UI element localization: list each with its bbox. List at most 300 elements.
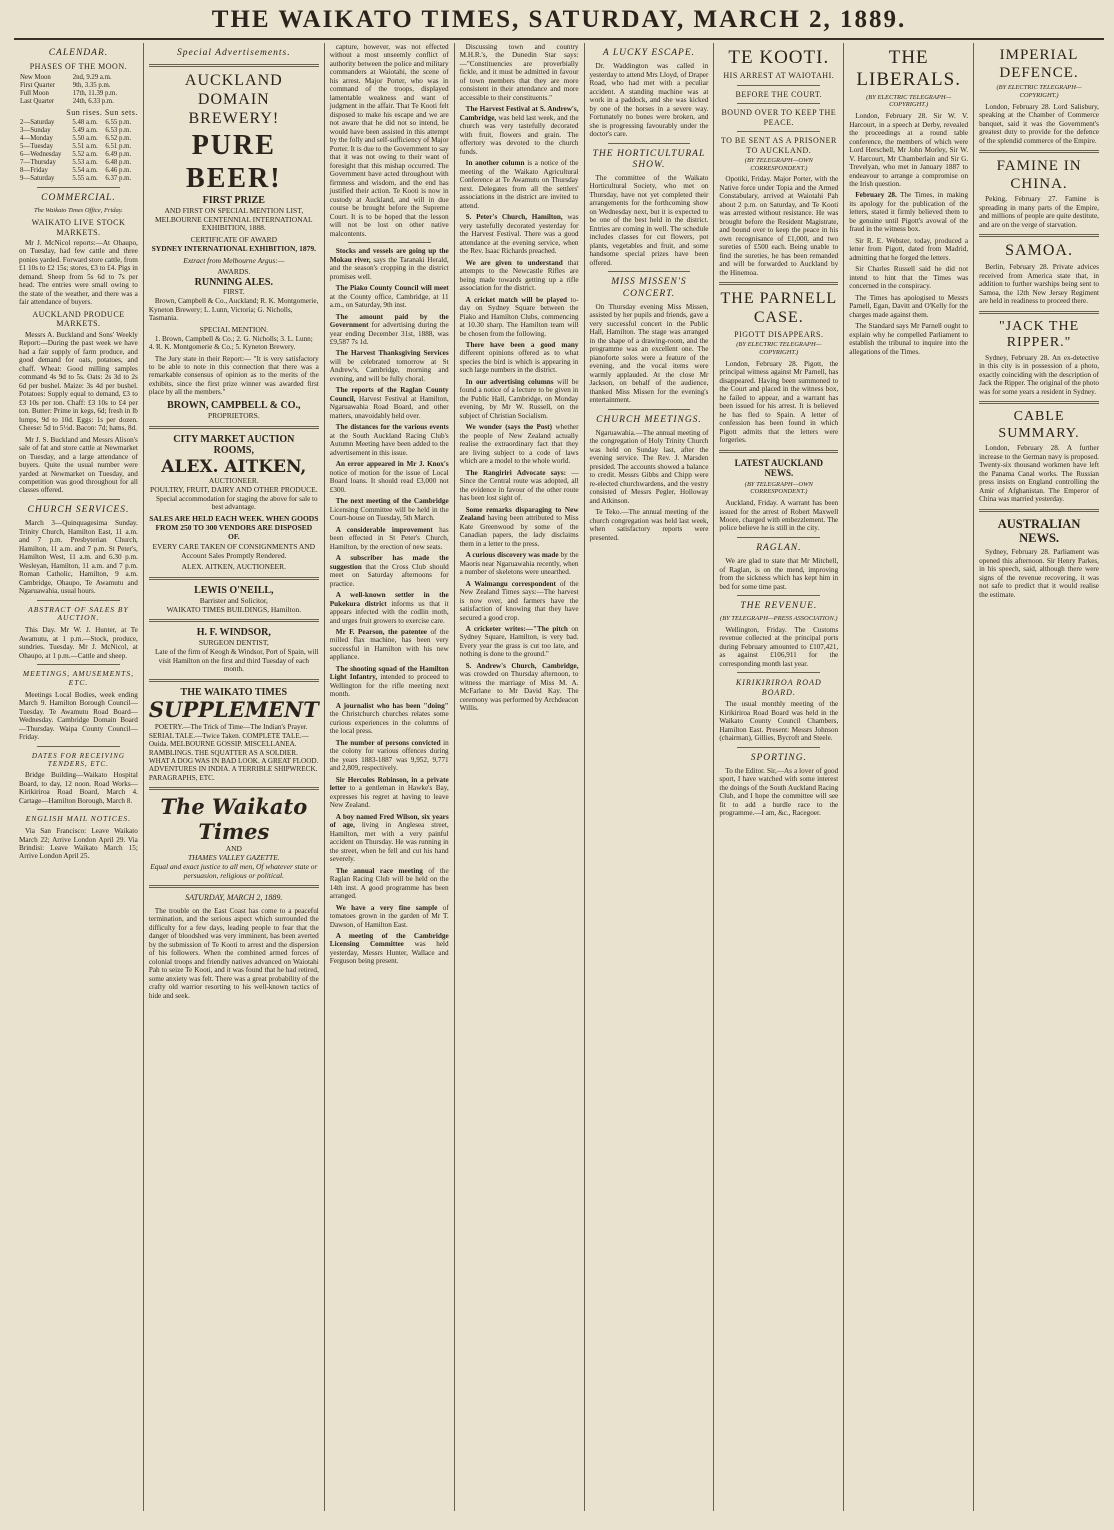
news-item (330, 526, 449, 551)
column-6 (714, 43, 844, 1511)
news-item-head: A Waimangu correspondent (465, 579, 556, 588)
tenders-text: Bridge Building—Waikato Hospital Board, to day, 12 noon. Road Works—Kirikiriroa Road Board, March 4. Cartage—Hamilton Borough, March 8. (19, 771, 138, 805)
lucky-escape-text: Dr. Waddington was called in yesterday to attend Mrs Lloyd, of Draper Road, who had met with a peculiar accident. A standing machine was at work in a paddock, and she was kicked by one of the horses in a severe way. Fortunately no bones were broken, and she is progressing favourably under the doctor's care. (589, 62, 709, 139)
horticultural-text: The committee of the Waikato Horticultural Society, who met on Thursday, have not yet completed their arrangements for the forthcoming show on Wednesday next, but it is expected to be one of the best held in the district. Entries are coming in well. The schedule includes classes for cut flowers, pot plants, vegetables and fruit, and some handsome special prizes have been offered. (589, 173, 709, 267)
motto: Equal and exact justice to all men, Of whatever state or persuasion, religious or political. (150, 861, 318, 880)
prize-text: AND FIRST ON SPECIAL MENTION LIST, MELBOURNE CENTENNIAL INTERNATIONAL EXHIBITION, 1888. (155, 205, 313, 233)
ripper-heading: "JACK THE RIPPER." (998, 318, 1080, 351)
news-item-head: The Rangiriri Advocate says: (465, 468, 566, 477)
brewery-word: BREWERY! (188, 109, 280, 127)
dentist-name: H. F. WINDSOR, (196, 627, 271, 639)
table-row (19, 127, 138, 135)
lucky-escape-heading: A LUCKY ESCAPE. (602, 48, 696, 58)
news-item-text: Licensing Committee will be held in the Court-house on Tuesday, 5th March. (329, 505, 449, 523)
running-ales: RUNNING ALES. (194, 276, 273, 288)
news-item (330, 776, 449, 810)
divider (608, 271, 691, 272)
table-row (19, 151, 138, 159)
divider (737, 537, 820, 538)
news-item (460, 213, 579, 255)
news-item-head: The Piako County Council will meet (335, 284, 449, 293)
day: 2—Saturday (20, 119, 55, 127)
news-item (330, 497, 449, 522)
first-prize: FIRST PRIZE (202, 194, 265, 206)
commercial-subheading: The Waikato Times Office, Friday. (33, 207, 123, 215)
revenue-byline: (BY TELEGRAPH—PRESS ASSOCIATION.) (720, 615, 838, 623)
news-items (849, 191, 968, 319)
news-item-head: A well-known settler in the Pukekura district (329, 591, 449, 608)
news-item-text: was held yesterday, Messrs Hunter, Wallace and Ferguson being present. (329, 940, 449, 966)
news-item (460, 625, 579, 659)
phase-name: Full Moon (20, 89, 49, 97)
news-item (330, 386, 449, 420)
sunset: 6.51 p.m. (105, 143, 132, 151)
news-item-text: to-day on Sydney Square between the Piako and Hamilton Clubs, commencing at 10.30 sharp. The Hamilton team will be chosen from the following. (459, 295, 579, 338)
divider (737, 85, 820, 86)
news-item (330, 813, 449, 864)
phase-name: New Moon (20, 73, 51, 81)
solicitor-name: LEWIS O'NEILL, (194, 584, 274, 596)
commercial-heading: COMMERCIAL. (41, 193, 116, 204)
concert-text: On Thursday evening Miss Missen, assisted by her pupils and friends, gave a very successful concert in the Public Hall, Hamilton. The stage was arranged in the shape of a drawing-room, and the programme was an excellent one. The pianoforte solos were a feature of the evening, and the vocal items were warmly applauded. At the close Mr Jackson, on behalf of the audience, thanked Miss Missen for the evening's entertainment. (589, 302, 709, 405)
dentist-text: Late of the firm of Keogh & Windsor, Port of Spain, will visit Hamilton on the first and third Tuesday of each month. (155, 648, 319, 674)
news-item-text: that the Cross Club should meet on Saturday afternoons for practice. (329, 562, 449, 588)
divider (37, 600, 120, 601)
news-items (460, 159, 579, 713)
jury-report: The Jury state in their Report:— "It is very satisfactory to be able to note in this connection that there was a remarkable consensus of opinion as to the merits of the exhibits, since the first prize winner was awarded first place by all the members." (148, 354, 319, 397)
day: 3—Sunday (20, 127, 51, 135)
sun-times-heading: Sun rises. Sun sets. (66, 107, 138, 117)
te-kooti-sub2: BEFORE THE COURT. (735, 89, 823, 99)
abstract-heading: ABSTRACT OF SALES BY AUCTION. (28, 604, 129, 623)
table-row (19, 90, 138, 98)
auctioneer-name: ALEX. AITKEN, (161, 457, 307, 478)
news-item-head: The Harvest Thanksgiving Services (335, 349, 449, 358)
news-item (330, 904, 449, 929)
cable-summary-heading: CABLE SUMMARY. (998, 409, 1080, 441)
calendar-heading: CALENDAR. (48, 48, 109, 58)
australian-news-text: Sydney, February 28. Parliament was opened this afternoon. Sir Henry Parkes, in his speech, said, although there were signs of the revenue recovering, it was not safe to predict that it would realise the estimate. (979, 548, 1099, 599)
phase-time: 24th, 6.33 p.m. (72, 97, 114, 105)
news-item-text: to a gentleman in Hawke's Bay, expresses his regret at having to leave New Zealand. (329, 784, 449, 810)
news-item-text: was crowded on Thursday afternoon, to witness the marriage of Miss M. A. McFarlane to Mr David Kay. The ceremony was performed by Archdeacon Willis. (459, 670, 579, 713)
sunset: 6.55 p.m. (105, 119, 132, 127)
sunrise: 5.52 a.m. (72, 151, 98, 159)
news-item-text: different opinions offered as to what species the bird is which is appearing in such large numbers in the district. (459, 349, 579, 375)
sydney-exhibition: SYDNEY INTERNATIONAL EXHIBITION, 1879. (151, 244, 317, 254)
news-item-head: Stocks and vessels are going up the Mokau river, (329, 247, 449, 264)
news-item (330, 702, 449, 736)
divider (979, 311, 1099, 314)
phase-time: 9th, 3.35 p.m. (72, 81, 111, 89)
table-row (19, 98, 138, 106)
editorial-text: The trouble on the East Coast has come to a peaceful termination, and the serious aspect which surrounded the difficulty for a few days, leading people to fear that the danger of bloodshed was very imminent, has been averted by the submission of Te Kooti to arrest and the dispersion of his followers. When the combined armed forces of colonial troops and friendly natives advanced on Waiotahi Pah to seize Te Kooti, and it was found that he had retired, some anxiety was felt. There was a great probability of the crafty old warrior resorting to his well-known tactics of hide and seek. (148, 906, 319, 1000)
australian-news-heading: AUSTRALIAN NEWS. (997, 516, 1081, 546)
news-item-head: The annual race meeting (335, 866, 423, 875)
solicitor-address: WAIKATO TIMES BUILDINGS, Hamilton. (166, 604, 302, 614)
paper-title: The Waikato Times (160, 794, 308, 845)
news-item-text: Harvest Festival at Hamilton, Ngaruawahia Road Board, and other matters, unavoidably held over. (329, 394, 449, 420)
revenue-text: Wellington, Friday. The Customs revenue collected at the principal ports during February amounted to £107,421, as against £106,911 for the corresponding month last year. (719, 625, 839, 668)
phase-time: 17th, 11.39 p.m. (72, 89, 118, 97)
news-item-head: An error appeared in Mr J. Knox's (335, 460, 449, 469)
news-item-head: There have been a good many (465, 340, 579, 349)
divider (608, 409, 691, 410)
sunset: 6.37 p.m. (105, 175, 132, 183)
raglan-text: We are glad to state that Mr Mitchell, of Raglan, is on the mend, improving from the sickness which has kept him in bed for some time past. (719, 557, 839, 591)
revenue-heading: THE REVENUE. (740, 601, 818, 612)
divider (149, 679, 319, 682)
divider (149, 619, 319, 622)
tenders-heading: DATES FOR RECEIVING TENDERS, ETC. (31, 751, 125, 768)
stock-markets-heading: WAIKATO LIVE STOCK MARKETS. (31, 218, 126, 237)
divider (149, 885, 319, 888)
column-8 (974, 43, 1104, 1511)
divider (737, 747, 820, 748)
samoa-text: Berlin, February 28. Private advices received from America state that, in addition to further warships being sent to Samoa, the 12th New Jersey Regiment are held in readiness to proceed there. (979, 263, 1099, 306)
kirikiriroa-heading: KIRIKIRIROA ROAD BOARD. (735, 678, 822, 697)
supplement-ad (149, 687, 319, 783)
divider (979, 234, 1099, 237)
news-item-text: has been effected in St Peter's Church, Hamilton, by the erection of new seats. (329, 525, 449, 551)
mails-text: Via San Francisco: Leave Waikato March 22; Arrive London April 29. Via Brindisi: Leave Waikato March 15; Arrive London April 25. (19, 827, 138, 861)
news-item-text: says the Taranaki Herald, and the season's cropping in the district promises well. (329, 255, 449, 281)
staging-note: Special accommodation for staging the above for sale to best advantage. (155, 494, 318, 512)
divider (37, 746, 120, 747)
news-item (460, 580, 579, 622)
imperial-defence-heading: IMPERIAL DEFENCE. (999, 47, 1079, 81)
supplement-title: THE WAIKATO TIMES (180, 686, 288, 698)
solicitor-ad (149, 585, 319, 614)
divider (149, 426, 319, 429)
news-item-head: The amount paid by the Government (329, 312, 449, 330)
divider (149, 577, 319, 580)
news-item-head: S. Andrew's Church, Cambridge, (465, 661, 579, 670)
te-kooti-heading: TE KOOTI. (728, 47, 830, 68)
church-meetings-heading: CHURCH MEETINGS. (596, 414, 702, 425)
divider (719, 282, 838, 285)
horticultural-heading: THE HORTICULTURAL SHOW. (592, 148, 706, 170)
news-item-head: A cricket match will be played (465, 295, 568, 304)
news-item (460, 662, 579, 713)
news-item-head: In our advertising columns (465, 377, 554, 386)
divider (37, 187, 120, 188)
table-row (19, 143, 138, 151)
pure-beer-headline: PURE BEER! (186, 129, 282, 194)
brown-campbell-ad (149, 400, 319, 421)
certificate-line: CERTIFICATE OF AWARD (190, 235, 278, 245)
sunrise: 5.53 a.m. (72, 159, 98, 167)
news-item-head: A cricketer writes:—"The pitch (465, 625, 568, 633)
editorial-continued: capture, however, was not effected without a most unseemly conflict of authority between the police and military commanders at Waiotahi, the scene of his arrest. Major Porter, who was in command of the troops, displayed lamentable weakness and want of judgment in the affair. That Te Kooti felt disposed to make his escape and we are not aware that he did not so intend, he would have been assisted in this attempt by the folly and self-sufficiency of Major Porter. It is due to the Government to say that it was not owing to their want of foresight that this mishap occurred. The Government have acted throughout with firmness and wisdom, and the end has justified their action. Te Kooti is now in custody at Auckland, and will in due course be brought before the Supreme Court. It is to be hoped that the lesson will not be lost on other native malcontents. (329, 43, 449, 238)
news-item-head: A journalist who has been "doing" (335, 701, 449, 710)
phase-time: 2nd, 9.29 a.m. (72, 73, 112, 81)
news-item-head: A considerable improvement (335, 525, 433, 534)
news-item (460, 506, 579, 548)
parnell-text: London, February 28. Pigott, the principal witness against Mr Parnell, has disappeared. Having been summoned to the Court and placed in the witness box, he failed to appear, and a warrant has been issued for his arrest. It is believed he has fled to Spain. A letter of confession has been found in which Pigott admits that the letters were forgeries. (719, 359, 839, 445)
moon-phases-heading: PHASES OF THE MOON. (29, 62, 128, 72)
supplement-contents: POETRY.—The Trick of Time—The Indian's Prayer. SERIAL TALE.—Twice Taken. COMPLETE TALE.—Ouida. MELBOURNE GOSSIP. MISCELLANEA. RAMBLINGS. THE SQUATTER AS A SOLDIER. WHAT A DOG WAS IN BAD LOOK. A GREAT FLOOD. ADVENTURES IN INDIA. A TERRIBLE SHIPWRECK. PARAGRAPHS, ETC. (148, 723, 319, 782)
news-item (460, 341, 579, 375)
sunset: 6.46 p.m. (105, 167, 132, 175)
sunset: 6.53 p.m. (105, 127, 132, 135)
news-item-text: —Since the Central route was adopted, all the evidence in favour of the other route has been lost sight of. (459, 468, 579, 503)
divider (737, 131, 820, 132)
news-item-text: was very tastefully decorated yesterday for the Harvest Festival. There was a good attendance at the evening service, when the Rev. Isaac Richards preached. (459, 213, 579, 256)
sunset: 6.52 p.m. (105, 135, 132, 143)
sunset: 6.49 p.m. (105, 151, 132, 159)
news-item (330, 628, 449, 662)
day: 4—Monday (20, 135, 53, 143)
auckland-news-text: Auckland, Friday. A warrant has been issued for the arrest of Robert Maxwell Moore, charged with embezzlement. The police believe he is still in the city. (719, 499, 839, 533)
auckland-news-heading: LATEST AUCKLAND NEWS. (734, 457, 824, 479)
news-item-text: will be found a notice of a lecture to be given in the Public Hall, Cambridge, on Monday evening, by Mr W. Russell, on the subject of Christian Socialism. (459, 377, 579, 420)
moon-phases-table (19, 74, 138, 106)
sporting-heading: SPORTING. (750, 752, 807, 763)
special-ads-heading: Special Advertisements. (177, 48, 291, 58)
news-item-head: February 28. (855, 191, 897, 200)
te-teko-text: Te Teko.—The annual meeting of the church congregation was held last week, when satisfactory reports were presented. (589, 508, 709, 542)
famine-heading: FAMINE IN CHINA. (996, 158, 1082, 192)
produce-markets-heading: AUCKLAND PRODUCE MARKETS. (32, 309, 125, 329)
auctioneer-role: AUCTIONEER. (208, 476, 259, 486)
ripper-text: Sydney, February 28. An ex-detective in this city is in possession of a photo, exactly coinciding with the description of Jack the Ripper. The original of the photo was for some years a resident in Sydney. (979, 353, 1099, 396)
day: 6—Wednesday (20, 151, 62, 159)
table-row (19, 175, 138, 183)
table-row (19, 167, 138, 175)
abstract-text: This Day. Mr W. J. Hunter, at Te Awamutu, at 1 p.m.—Stock, produce, sundries. Tuesday. Mr J. McNicol, at Ohaupo, at 1 p.m.—Cattle and sheep. (19, 626, 138, 660)
meetings-text: Meetings Local Bodies, week ending March 9. Hamilton Borough Council—Tuesday. Te Awamutu Road Board—Wednesday. Cambridge Domain Board—Thursday. Waipa County Council—Friday. (19, 690, 138, 742)
news-item-head: In another column (465, 159, 525, 168)
news-item (460, 259, 579, 293)
news-item (330, 423, 449, 457)
news-items (330, 247, 449, 966)
news-item-text: notice of motion for the issue of Local Board loans. It should read £3,000 not £300. (329, 468, 449, 494)
news-item (330, 932, 449, 966)
extract-line: Extract from Melbourne Argus:— (183, 255, 285, 265)
supplement-word: SUPPLEMENT (148, 697, 319, 723)
care-line: EVERY CARE TAKEN OF CONSIGNMENTS AND Account Sales Promptly Rendered. (152, 542, 316, 561)
auction-rooms-ad (149, 434, 319, 572)
divider (37, 809, 120, 810)
table-row (19, 159, 138, 167)
news-item-head: The reports of the Raglan County Council, (329, 386, 449, 403)
news-item (460, 296, 579, 338)
church-meetings-text: Ngaruawahia.—The annual meeting of the congregation of Holy Trinity Church was held on Sunday last, after the evening service. The Rev. J. Marsden presided. The accounts showed a balance to credit. Messrs Gibbs and Chipp were re-elected churchwardens, and the vestry consisted of Messrs Pegler, Holloway and Atkinson. (589, 428, 709, 505)
news-item-text: having been attributed to Miss Kate Greenwood by some of the Canadian papers, the lady disclaims them in a letter to the press. (459, 514, 579, 548)
news-item-text: that attempts to the Newcastle Rifles are being made towards getting up a rifle association for the district. (459, 258, 579, 293)
and-word: AND (225, 843, 242, 853)
church-services-text: March 3—Quinquagesima Sunday. Trinity Church, Hamilton East, 11 a.m. and 7 p.m. Presbyterian Church, Hamilton, 11 a.m. and 7 p.m. St Peter's, Hamilton West, 11 a.m. and 6.30 p.m. Wesleyan, Hamilton, 11 a.m. and 7 p.m. Roman Catholic, Hamilton, 9 a.m. Cambridge, Ohaupo, Te Awamutu and Ngaruawahia, usual hours. (19, 519, 138, 596)
column-4 (455, 43, 585, 1511)
sunrise: 5.51 a.m. (72, 143, 98, 151)
news-item-text: will be celebrated tomorrow at St Andrew's, Cambridge, morning and evening, and will be fully choral. (329, 357, 449, 383)
liberals-heading: THE LIBERALS. (856, 47, 961, 91)
stock-markets-text: Mr J. McNicol reports:—At Ohaupo, on Tuesday, had few cattle and three ponies yarded. Forward store cattle, from £1 10s to £2 15s; stores, £3 to £4. Pigs in demand. Sheep from 5s 6d to 7s per head. The entries were small owing to the state of the weather, and there was a fair attendance of buyers. (19, 239, 138, 307)
column-2 (144, 43, 325, 1511)
solicitor-role: Barrister and Solicitor, (199, 595, 268, 605)
phase-name: Last Quarter (20, 97, 55, 105)
divider (37, 664, 120, 665)
liberals-byline: (BY ELECTRIC TELEGRAPH—COPYRIGHT.) (866, 93, 952, 109)
harvest-item (460, 105, 579, 156)
harvest-head: The Harvest Festival at S. Andrew's, Cambridge, (459, 105, 579, 122)
news-item-text: of the milled flax machine, has been very successful in Hamilton with his new appliance. (329, 628, 449, 662)
divider (348, 242, 431, 243)
news-item-text: whether the people of New Zealand actually realise the extraordinary fact that they are living subject to a code of laws which are a model to the whole world. (459, 423, 579, 466)
divider (737, 672, 820, 673)
divider (979, 401, 1099, 404)
news-item (460, 423, 579, 465)
sunrise: 5.49 a.m. (72, 127, 98, 135)
wool-text: Mr J. S. Buckland and Messrs Alison's sale of fat and store cattle at Newmarket on Tuesday, and a large attendance of buyers. Quite the usual number were yarded at Newmarket on Tuesday, and competition was good throughout for all classes offered. (19, 435, 138, 495)
proprietors-label: PROPRIETORS. (207, 410, 260, 420)
table-row (19, 119, 138, 127)
table-row (19, 82, 138, 90)
sunrise: 5.55 a.m. (72, 175, 98, 183)
news-item-head: A meeting of the Cambridge Licensing Committee (329, 931, 449, 949)
day: 5—Tuesday (20, 143, 53, 151)
dentist-role: SURGEON DENTIST, (198, 638, 269, 648)
table-row (19, 135, 138, 143)
masthead: THE WAIKATO TIMES, SATURDAY, MARCH 2, 1889. (14, 6, 1104, 40)
news-item-head: A boy named Fred Wilson, six years of age, (329, 812, 449, 830)
editorial-date: SATURDAY, MARCH 2, 1889. (185, 893, 283, 903)
news-item-head: Some remarks disparaging to New Zealand (459, 505, 579, 523)
news-item (330, 247, 449, 281)
sun-times-table (19, 119, 138, 183)
table-row (19, 74, 138, 82)
news-item-text: by the Maoris near Ngaruawahia recently, when a number of skeletons were unearthed. (459, 551, 579, 577)
famine-text: Peking, February 27. Famine is spreading in many parts of the Empire, and millions of people are quite destitute, and are on the verge of starvation. (979, 195, 1099, 229)
news-item-text: at the South Auckland Racing Club's Autumn Meeting have been added to the advertisement in this issue. (329, 431, 449, 457)
standard-text: The Standard says Mr Parnell ought to explain why he compelled Parliament to establish the tribunal to inquire into the allegations of the Times. (849, 322, 969, 356)
news-item (849, 237, 968, 262)
news-item-text: The Times has apologised to Messrs Parnell, Egan, Davitt and O'Kelly for the charges made against them. (849, 293, 969, 319)
brown-campbell-name: BROWN, CAMPBELL & CO., (167, 399, 301, 411)
column-7 (844, 43, 974, 1511)
parnell-sub: PIGOTT DISAPPEARS. (734, 329, 824, 339)
divider (737, 103, 820, 104)
awards-label: AWARDS. (217, 266, 251, 276)
divider (737, 595, 820, 596)
gazette-title: THAMES VALLEY GAZETTE. (187, 852, 280, 862)
news-item-text: intended to proceed to Wellington for the rifle meeting next month. (329, 673, 449, 699)
news-item-text: at the County office, Cambridge, at 11 a.m., on Saturday, 9th inst. (329, 292, 449, 310)
news-item (849, 265, 968, 290)
sporting-text: To the Editor. Sir,—As a lover of good sport, I have watched with some interest the doings of the South Auckland Racing Club, and I hope the committee will see fit to add a hurdle race to the programme.—I am, &c., Racegoer. (719, 766, 839, 818)
news-item-head: The distances for the various events (335, 423, 449, 432)
news-item (330, 665, 449, 699)
first-list: Brown, Campbell & Co., Auckland; R. K. Montgomerie, Kyneton Brewery; L. Lunn, Victoria; G. Nicholls, Tasmania. (148, 297, 319, 323)
divider (979, 150, 1099, 153)
concert-heading: MISS MISSEN'S CONCERT. (611, 277, 687, 299)
news-item (460, 159, 579, 210)
sales-weekly: SALES ARE HELD EACH WEEK. WHEN GOODS FROM 250 TO 300 VENDORS ARE DISPOSED OF. (149, 513, 319, 541)
news-item (330, 739, 449, 773)
divider (37, 499, 120, 500)
special-mention-label: SPECIAL MENTION. (199, 324, 269, 334)
day: 9—Saturday (20, 175, 55, 183)
imperial-byline: (BY ELECTRIC TELEGRAPH—COPYRIGHT.) (996, 84, 1082, 100)
news-item-text: of tomatoes grown in the garden of Mr T. Dawson, of Hamilton East. (329, 903, 449, 929)
news-item-text: living in Anglesea street, Hamilton, met with a very painful accident on Thursday. He was running in the street, when he fell and cut his hand severely. (329, 821, 449, 864)
news-item-head: A curious discovery was made (465, 551, 559, 560)
day: 8—Friday (20, 167, 48, 175)
special-mention-list: 1. Brown, Campbell & Co.; 2. G. Nicholls; 3. L. Lunn; 4. R. K. Montgomerie & Co.; 5. Kyneton Brewery. (148, 334, 313, 352)
cable-summary-text: London, February 28. A further increase to the German navy is proposed. Twenty-six thousand workmen have left the Panama Canal works. The Russian press insists on England controlling the Amir of Afghanistan. The Emperor of China was married yesterday. (979, 444, 1099, 504)
divider (149, 64, 319, 67)
liberals-text: London, February 28. Sir W. V. Harcourt, in a speech at Derby, revealed the proceedings at a round table conference, the members of which were Lord Herschell, Mr John Morley, Sir W. V. Harcourt, Mr Chamberlain and Sir G. Trevelyan, who met in January 1887 to endeavour to arrange a compromise on the Irish question. (849, 112, 969, 188)
te-kooti-byline: (BY TELEGRAPH—OWN CORRESPONDENT.) (744, 157, 813, 172)
first-label: FIRST. (222, 287, 245, 297)
sunrise: 5.48 a.m. (72, 119, 98, 127)
harvest-text: was held last week, and the church was very tastefully decorated with fruit, flowers and grain. The offertory was devoted to the church funds. (459, 113, 579, 156)
discussion-text: Discussing town and country M.H.R.'s, the Dunedin Star says:—"Constituencies are proverbially fickle, and it must be admitted in favour of town members that they are more consistent in their attendance and more accessible to their constituents." (459, 43, 579, 102)
news-item-text: for advertising during the year ending December 31st, 1888, was £9,587 7s 1d. (329, 321, 449, 346)
sunset: 6.48 p.m. (105, 159, 132, 167)
news-item (460, 378, 579, 420)
news-item-text: in the colony for various offences during the years 1883-1887 was 9,952, 9,771 and 2,809, respectively. (329, 738, 449, 773)
news-item-text: informs us that it appears infected with the codlin moth, and urges fruit growers to exercise care. (329, 599, 449, 625)
produce-line: POULTRY, FRUIT, DAIRY AND OTHER PRODUCE. (150, 485, 318, 495)
news-item-text: the Christchurch churches relates some curious experiences in the columns of the local press. (329, 710, 449, 736)
te-kooti-sub1: HIS ARREST AT WAIOTAHI. (723, 71, 835, 81)
phase-name: First Quarter (20, 81, 55, 89)
news-item-head: Mr F. Pearson, the patentee (335, 628, 427, 636)
kirikiriroa-text: The usual monthly meeting of the Kirikiriroa Road Board was held in the Waikato County Council Chambers, Hamilton East. Present: Messrs Johnson (chairman), Gillies, Bycroft and Steele. (719, 700, 839, 743)
news-item-text: on Sydney Square, Hamilton, is very bad. Every year the grass is cut too late, and nothing is done to the ground." (459, 625, 579, 659)
parnell-byline: (BY ELECTRIC TELEGRAPH—COPYRIGHT.) (736, 341, 822, 356)
news-item-text: of the Raglan Racing Club will be held on the 14th inst. A good programme has been arranged. (329, 866, 449, 901)
mails-heading: ENGLISH MAIL NOTICES. (25, 814, 132, 824)
masthead-small (149, 795, 319, 880)
news-item-head: The next meeting of the Cambridge (335, 497, 449, 506)
news-item-text: Sir Charles Russell said he did not intend to hint that the Times was concerned in the conspiracy. (849, 265, 969, 291)
divider (719, 450, 838, 453)
news-item (330, 349, 449, 383)
news-item (849, 294, 968, 319)
imperial-text: London, February 28. Lord Salisbury, speaking at the Chamber of Commerce banquet, said it was the Government's greatest duty to provide for the defence of the splendid commerce of the Empire. (979, 102, 1099, 145)
news-item (330, 867, 449, 901)
parnell-heading: THE PARNELL CASE. (720, 290, 838, 327)
auckland-news-byline: (BY TELEGRAPH—OWN CORRESPONDENT.) (744, 480, 813, 496)
news-item (330, 460, 449, 494)
dentist-ad (149, 627, 319, 673)
brewery-ad (149, 72, 319, 397)
news-item (849, 191, 968, 233)
news-item-head: We wonder (says the Post) (465, 423, 553, 432)
column-3 (325, 43, 455, 1511)
news-item (330, 554, 449, 588)
news-item-head: We are given to understand (465, 258, 563, 267)
news-item (460, 469, 579, 503)
column-5 (585, 43, 715, 1511)
news-item (330, 284, 449, 309)
news-item-text: The Times, in making its apology for the publication of the letters, stated it firmly believed them to be genuine until Pigott's avowal of the fraud in the witness box. (849, 191, 969, 234)
columns (14, 43, 1104, 1511)
te-kooti-sub4: TO BE SENT AS A PRISONER TO AUCKLAND. (720, 136, 837, 155)
divider (608, 143, 691, 144)
news-item-head: S. Peter's Church, Hamilton, (465, 213, 563, 222)
divider (979, 509, 1099, 512)
news-item-head: Sir Hercules Robinson, in a private letter (329, 775, 449, 793)
news-item-text: of the New Zealand Times says:—The harvest is now over, and farmers have the satisfaction of knowing that they have secured a good crop. (459, 579, 579, 622)
news-item (460, 551, 579, 576)
news-item-head: The shooting squad of the Hamilton Light Infantry, (329, 664, 449, 682)
news-item-text: is a notice of the meeting of the Waikato Agricultural Conference at Te Awamutu on Thursday next. Delegates from all the settlers' associations in the district are invited to attend. (459, 159, 579, 210)
column-1 (14, 43, 144, 1511)
